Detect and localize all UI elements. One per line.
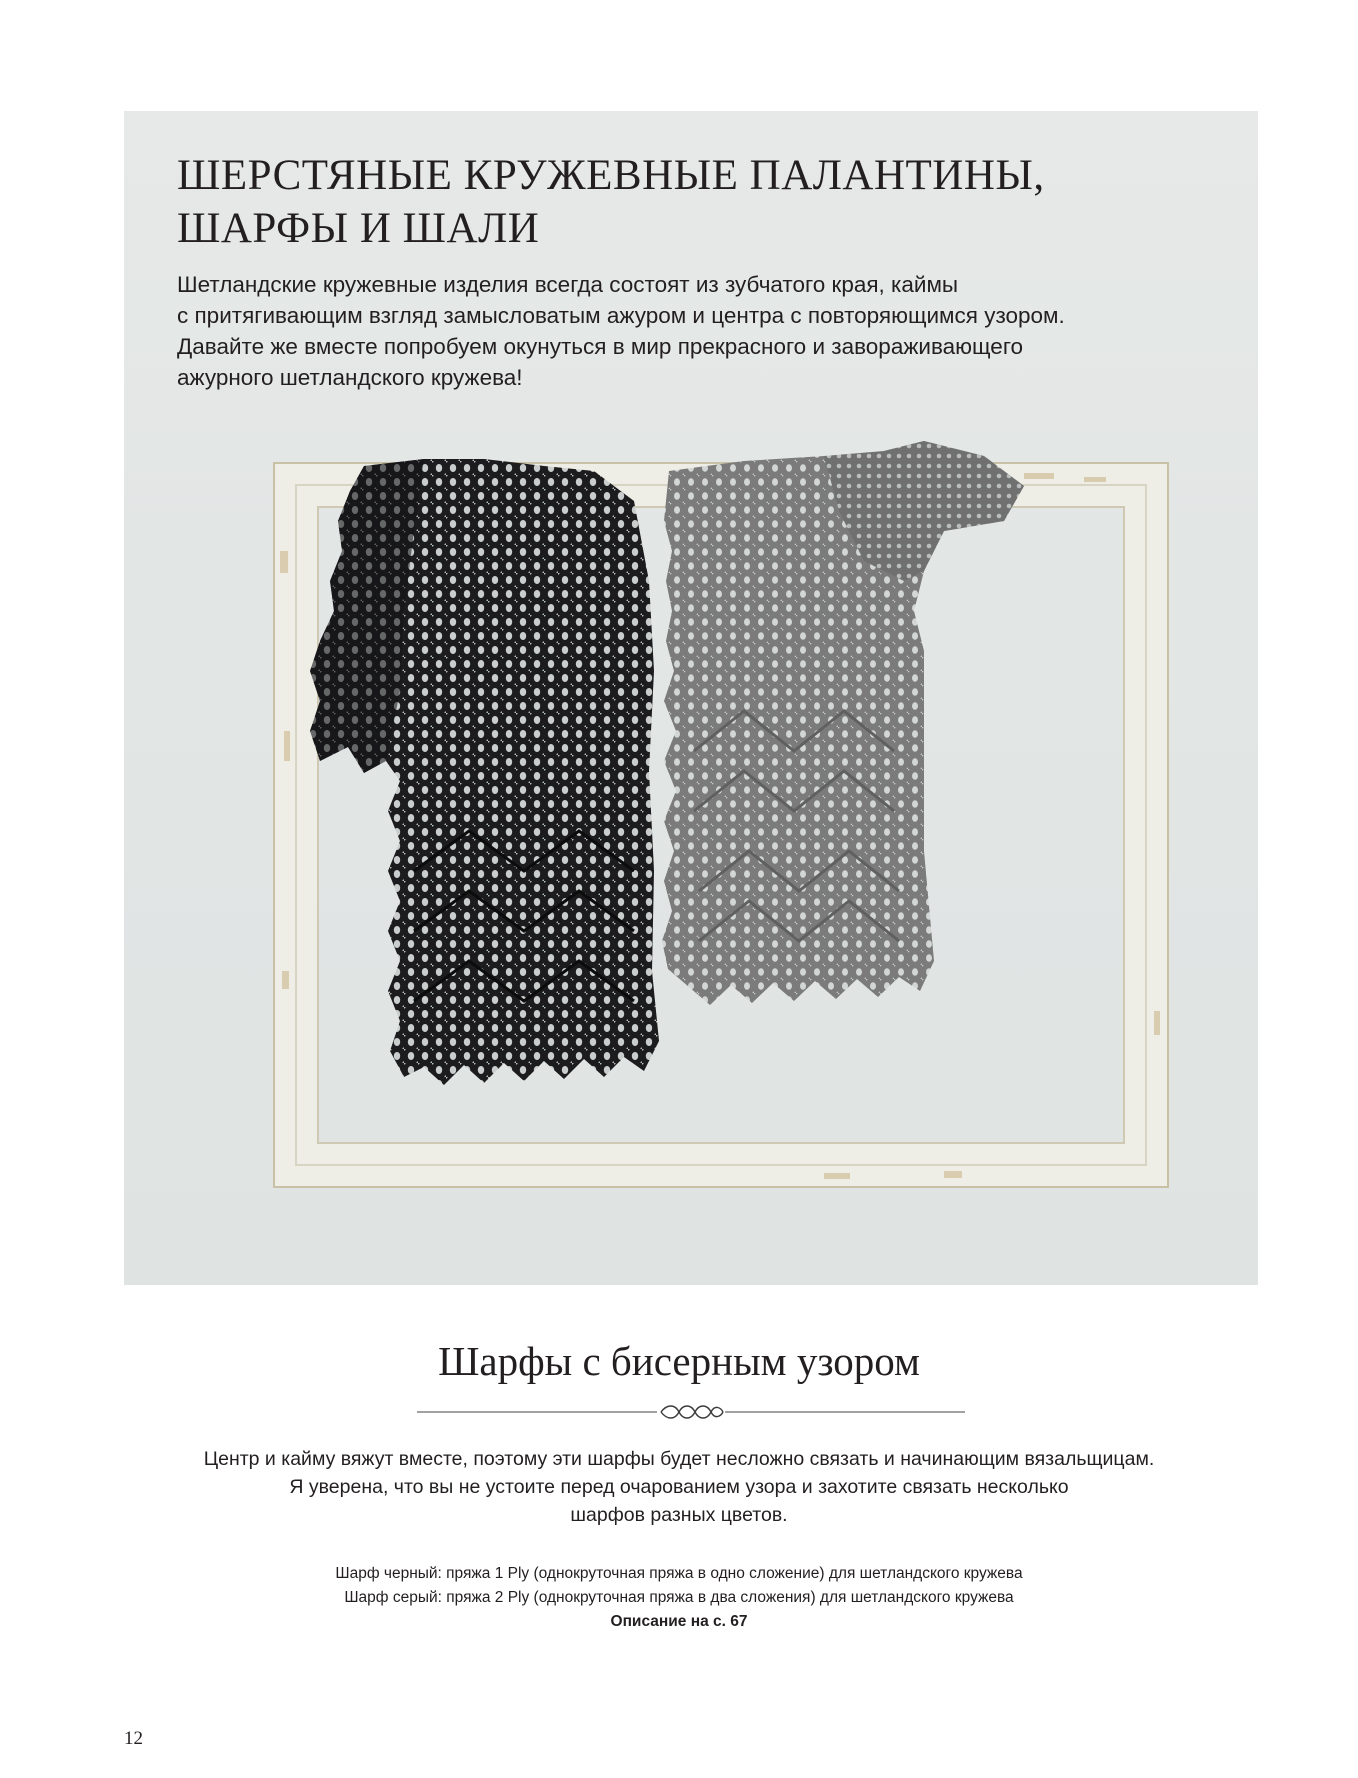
intro-line: с притягивающим взгляд замысловатым ажуром и центра с повторяющимся узором. <box>177 303 1065 328</box>
article-description <box>0 1445 1358 1529</box>
black-lace-scarf <box>310 459 659 1085</box>
knot-ornament-icon <box>661 1406 723 1418</box>
intro-line: Давайте же вместе попробуем окунуться в мир прекрасного и завораживающего <box>177 334 1024 359</box>
spec-line-grey-scarf: Шарф серый: пряжа 2 Ply (однокруточная пряжа в два сложения) для шетландского кружева <box>344 1589 1014 1606</box>
pattern-reference: Описание на с. 67 <box>610 1613 748 1630</box>
description-line: Центр и кайму вяжут вместе, поэтому эти шарфы будет несложно связать и начинающим вязальщицам. <box>203 1448 1155 1470</box>
grey-lace-scarf <box>662 441 1024 1005</box>
intro-text <box>177 269 1177 393</box>
section-title-line: ШАРФЫ И ШАЛИ <box>177 205 540 252</box>
intro-line: Шетландские кружевные изделия всегда состоят из зубчатого края, каймы <box>177 272 959 297</box>
description-line: шарфов разных цветов. <box>570 1504 788 1526</box>
page-number: 12 <box>124 1728 143 1749</box>
section-title-line: ШЕРСТЯНЫЕ КРУЖЕВНЫЕ ПАЛАНТИНЫ, <box>177 152 1045 199</box>
scarves-photo <box>124 111 1258 1285</box>
section-title <box>177 149 1045 255</box>
yarn-specs <box>0 1562 1358 1634</box>
spec-line-black-scarf: Шарф черный: пряжа 1 Ply (однокруточная пряжа в одно сложение) для шетландского кружева <box>335 1565 1023 1582</box>
article-title: Шарфы с бисерным узором <box>438 1338 920 1384</box>
intro-line: ажурного шетландского кружева! <box>177 365 523 390</box>
ornamental-divider <box>417 1402 965 1422</box>
description-line: Я уверена, что вы не устоите перед очарованием узора и захотите связать несколько <box>289 1476 1069 1498</box>
